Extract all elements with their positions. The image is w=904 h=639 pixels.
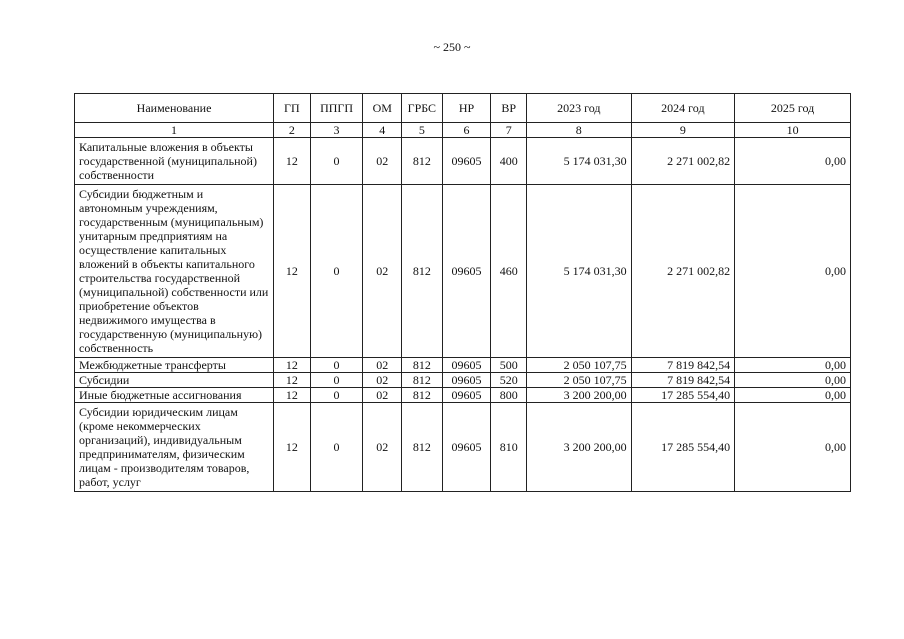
table-row [75,403,851,492]
header-gp: ГП [274,94,311,123]
cell-2025: 0,00 [735,138,851,185]
cell-vr: 810 [491,403,527,492]
cell-gp: 12 [274,138,311,185]
row-name: Субсидии [75,373,274,388]
column-number: 10 [735,123,851,138]
cell-vr: 500 [491,358,527,373]
cell-2024: 7 819 842,54 [631,373,735,388]
row-name: Субсидии юридическим лицам (кроме некоммерческих организаций), индивидуальным предпринимателям, физическим лицам - производителям товаров, работ, услуг [75,403,274,492]
page-number: ~ 250 ~ [433,40,471,54]
cell-2024: 2 271 002,82 [631,138,735,185]
cell-grbs: 812 [402,358,443,373]
header-2024: 2024 год [631,94,735,123]
column-number: 6 [442,123,491,138]
cell-ppgp: 0 [310,373,363,388]
cell-gp: 12 [274,373,311,388]
cell-gp: 12 [274,185,311,358]
cell-vr: 800 [491,388,527,403]
header-grbs: ГРБС [402,94,443,123]
cell-2025: 0,00 [735,358,851,373]
cell-nr: 09605 [442,185,491,358]
cell-2025: 0,00 [735,373,851,388]
cell-2023: 3 200 200,00 [526,388,631,403]
cell-om: 02 [363,388,402,403]
cell-2024: 17 285 554,40 [631,388,735,403]
header-om: ОМ [363,94,402,123]
cell-2024: 17 285 554,40 [631,403,735,492]
cell-grbs: 812 [402,403,443,492]
column-number: 7 [491,123,527,138]
table-row [75,388,851,403]
cell-ppgp: 0 [310,138,363,185]
cell-gp: 12 [274,358,311,373]
cell-2025: 0,00 [735,403,851,492]
row-name: Субсидии бюджетным и автономным учреждениям, государственным (муниципальным) унитарным предприятиям на осуществление капитальных вложений в объекты капитального строительства государственной (муниципальной) собственности или приобретение объектов недвижимого имущества в государственную (муниципальную) собственность [75,185,274,358]
cell-om: 02 [363,138,402,185]
row-name: Иные бюджетные ассигнования [75,388,274,403]
row-name: Межбюджетные трансферты [75,358,274,373]
cell-om: 02 [363,358,402,373]
cell-nr: 09605 [442,403,491,492]
row-name: Капитальные вложения в объекты государственной (муниципальной) собственности [75,138,274,185]
cell-2023: 2 050 107,75 [526,373,631,388]
cell-vr: 520 [491,373,527,388]
table-row [75,185,851,358]
header-2025: 2025 год [735,94,851,123]
header-vr: ВР [491,94,527,123]
cell-gp: 12 [274,388,311,403]
cell-nr: 09605 [442,388,491,403]
header-nr: НР [442,94,491,123]
budget-table [74,93,851,492]
cell-ppgp: 0 [310,358,363,373]
column-number: 8 [526,123,631,138]
cell-2023: 5 174 031,30 [526,138,631,185]
cell-grbs: 812 [402,185,443,358]
cell-ppgp: 0 [310,185,363,358]
column-number-row [75,123,851,138]
cell-om: 02 [363,185,402,358]
table-row [75,138,851,185]
cell-grbs: 812 [402,138,443,185]
column-number: 4 [363,123,402,138]
header-2023: 2023 год [526,94,631,123]
cell-nr: 09605 [442,138,491,185]
cell-nr: 09605 [442,358,491,373]
cell-grbs: 812 [402,373,443,388]
table-row [75,373,851,388]
column-number: 2 [274,123,311,138]
table-row [75,358,851,373]
cell-2023: 3 200 200,00 [526,403,631,492]
cell-2023: 5 174 031,30 [526,185,631,358]
cell-om: 02 [363,403,402,492]
column-number: 5 [402,123,443,138]
header-row [75,94,851,123]
cell-nr: 09605 [442,373,491,388]
cell-vr: 460 [491,185,527,358]
column-number: 3 [310,123,363,138]
cell-2025: 0,00 [735,388,851,403]
header-ppgp: ППГП [310,94,363,123]
cell-2025: 0,00 [735,185,851,358]
cell-om: 02 [363,373,402,388]
cell-2023: 2 050 107,75 [526,358,631,373]
cell-ppgp: 0 [310,388,363,403]
cell-grbs: 812 [402,388,443,403]
cell-2024: 7 819 842,54 [631,358,735,373]
cell-vr: 400 [491,138,527,185]
column-number: 9 [631,123,735,138]
header-name: Наименование [75,94,274,123]
cell-ppgp: 0 [310,403,363,492]
cell-2024: 2 271 002,82 [631,185,735,358]
column-number: 1 [75,123,274,138]
cell-gp: 12 [274,403,311,492]
